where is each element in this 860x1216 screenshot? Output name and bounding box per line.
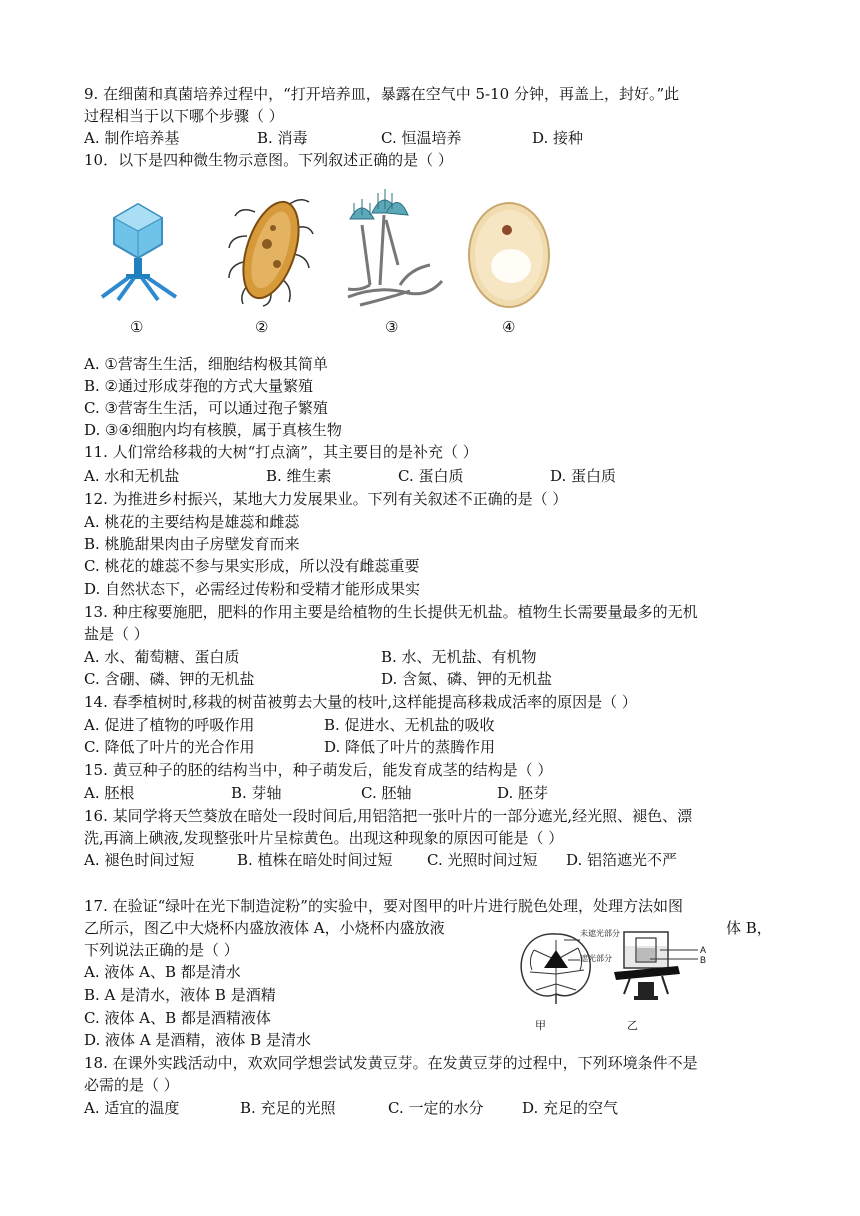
q11-option-d: D. 蛋白质 <box>550 467 617 485</box>
q17-stem-line2a: 乙所示，图乙中大烧杯内盛放液体 A，小烧杯内盛放液 <box>84 919 445 937</box>
q14-option-c: C. 降低了叶片的光合作用 <box>84 738 255 756</box>
q17-stem-line1: 17. 在验证“绿叶在光下制造淀粉”的实验中，要对图甲的叶片进行脱色处理，处理方法如图 <box>84 897 683 915</box>
bacteriophage-figure <box>96 200 180 305</box>
q17-option-d: D. 液体 A 是酒精，液体 B 是清水 <box>84 1031 311 1049</box>
label-liquid-b: B <box>700 955 707 965</box>
q12-option-c: C. 桃花的雄蕊不参与果实形成，所以没有雌蕊重要 <box>84 557 420 575</box>
q18-option-c: C. 一定的水分 <box>388 1099 484 1117</box>
q15-option-d: D. 胚芽 <box>497 784 549 802</box>
q10-option-a: A. ①营寄生生活，细胞结构极其简单 <box>84 355 328 373</box>
q9-option-a: A. 制作培养基 <box>84 129 180 147</box>
q17-option-a: A. 液体 A、B 都是清水 <box>84 963 241 981</box>
q16-stem-line2: 洗,再滴上碘液,发现整张叶片呈棕黄色。出现这种现象的原因可能是（ ） <box>84 829 564 847</box>
q14-option-d: D. 降低了叶片的蒸腾作用 <box>324 738 496 756</box>
q12-option-a: A. 桃花的主要结构是雄蕊和雌蕊 <box>84 513 300 531</box>
q17-option-b: B. A 是清水，液体 B 是酒精 <box>84 986 276 1004</box>
figure-label-2: ② <box>255 318 269 336</box>
q13-option-c: C. 含硼、磷、钾的无机盐 <box>84 670 255 688</box>
q17-stem-line2b: 体 B， <box>726 919 772 937</box>
label-shaded: 遮光部分 <box>580 954 612 963</box>
bacterium-figure <box>225 192 315 307</box>
q9-option-d: D. 接种 <box>532 129 584 147</box>
yeast-figure <box>467 200 551 310</box>
q18-option-d: D. 充足的空气 <box>522 1099 619 1117</box>
q12-option-b: B. 桃脆甜果肉由子房壁发育而来 <box>84 535 300 553</box>
q16-option-a: A. 褪色时间过短 <box>84 851 195 869</box>
q15-stem: 15. 黄豆种子的胚的结构当中，种子萌发后，能发育成茎的结构是（ ） <box>84 761 553 779</box>
q13-option-d: D. 含氮、磷、钾的无机盐 <box>381 670 553 688</box>
q15-option-b: B. 芽轴 <box>231 784 282 802</box>
q13-option-a: A. 水、葡萄糖、蛋白质 <box>84 648 240 666</box>
q10-stem: 10．以下是四种微生物示意图。下列叙述正确的是（ ） <box>84 151 453 169</box>
q14-option-b: B. 促进水、无机盐的吸收 <box>324 716 495 734</box>
q18-option-b: B. 充足的光照 <box>240 1099 336 1117</box>
q11-option-b: B. 维生素 <box>266 467 332 485</box>
q15-option-c: C. 胚轴 <box>361 784 412 802</box>
q14-stem: 14. 春季植树时,移栽的树苗被剪去大量的枝叶,这样能提高移栽成活率的原因是（ ） <box>84 693 637 711</box>
q14-option-a: A. 促进了植物的呼吸作用 <box>84 716 255 734</box>
q16-option-c: C. 光照时间过短 <box>427 851 538 869</box>
caption-jia: 甲 <box>535 1019 546 1032</box>
q9-option-b: B. 消毒 <box>257 129 308 147</box>
q9-option-c: C. 恒温培养 <box>381 129 462 147</box>
q13-option-b: B. 水、无机盐、有机物 <box>381 648 537 666</box>
q9-stem-line1: 9. 在细菌和真菌培养过程中，“打开培养皿，暴露在空气中 5-10 分钟，再盖上，封好。”此 <box>84 85 680 103</box>
q18-option-a: A. 适宜的温度 <box>84 1099 180 1117</box>
q16-option-d: D. 铝箔遮光不严 <box>566 851 678 869</box>
q13-stem-line1: 13. 种庄稼要施肥，肥料的作用主要是给植物的生长提供无机盐。植物生长需要量最多的无机 <box>84 603 698 621</box>
q12-option-d: D. 自然状态下，必需经过传粉和受精才能形成果实 <box>84 580 421 598</box>
q18-stem-line1: 18. 在课外实践活动中，欢欢同学想尝试发黄豆芽。在发黄豆芽的过程中，下列环境条件不是 <box>84 1054 698 1072</box>
q11-option-c: C. 蛋白质 <box>398 467 464 485</box>
mold-figure <box>340 185 445 310</box>
label-unshaded: 未遮光部分 <box>580 929 620 938</box>
q18-stem-line2: 必需的是（ ） <box>84 1076 179 1094</box>
caption-yi: 乙 <box>627 1019 638 1032</box>
label-liquid-a: A <box>700 945 707 955</box>
figure-label-4: ④ <box>502 318 516 336</box>
q16-option-b: B. 植株在暗处时间过短 <box>237 851 393 869</box>
q16-stem-line1: 16. 某同学将天竺葵放在暗处一段时间后,用铝箔把一张叶片的一部分遮光,经光照、褪色、漂 <box>84 807 693 825</box>
q12-stem: 12. 为推进乡村振兴，某地大力发展果业。下列有关叙述不正确的是（ ） <box>84 490 568 508</box>
q11-option-a: A. 水和无机盐 <box>84 467 180 485</box>
figure-label-1: ① <box>130 318 144 336</box>
q10-option-d: D. ③④细胞内均有核膜，属于真核生物 <box>84 421 342 439</box>
q9-stem-line2: 过程相当于以下哪个步骤（ ） <box>84 107 284 125</box>
q13-stem-line2: 盐是（ ） <box>84 625 149 643</box>
q15-option-a: A. 胚根 <box>84 784 135 802</box>
q10-option-b: B. ②通过形成芽孢的方式大量繁殖 <box>84 377 314 395</box>
q17-stem-line3: 下列说法正确的是（ ） <box>84 941 239 959</box>
q10-option-c: C. ③营寄生生活，可以通过孢子繁殖 <box>84 399 328 417</box>
figure-label-3: ③ <box>385 318 399 336</box>
q17-option-c: C. 液体 A、B 都是酒精液体 <box>84 1009 271 1027</box>
q11-stem: 11. 人们常给移栽的大树“打点滴”，其主要目的是补充（ ） <box>84 443 478 461</box>
